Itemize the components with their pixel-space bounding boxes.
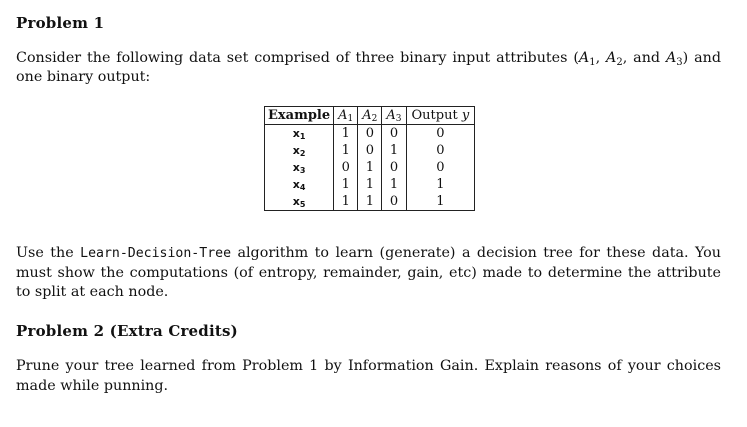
cell-output: 1 — [406, 193, 475, 211]
header-a2: $A_2$ — [358, 107, 382, 125]
example-id: $x_1$ — [265, 125, 334, 143]
header-output: Output y — [406, 107, 475, 125]
algorithm-name: Learn-Decision-Tree — [80, 246, 232, 261]
table-row — [265, 125, 475, 143]
example-id: $x_4$ — [265, 176, 334, 193]
cell-a1: 1 — [334, 193, 358, 211]
task-text-end: algorithm to learn (generate) a decision tree for these data. You must show the computations (of entropy, remainder, gain, etc) made to determine the attribute to split at each node. — [16, 245, 721, 300]
example-id: $x_2$ — [265, 142, 334, 159]
cell-a2: 1 — [358, 176, 382, 193]
cell-a2: 0 — [358, 142, 382, 159]
table-row — [265, 193, 475, 211]
header-a3: $A_3$ — [382, 107, 406, 125]
intro-sep1: , — [595, 50, 607, 66]
cell-output: 0 — [406, 142, 475, 159]
cell-a3: 0 — [382, 125, 406, 143]
cell-output: 1 — [406, 176, 475, 193]
attr-a1: $A_1$ — [578, 50, 596, 68]
header-a1: $A_1$ — [334, 107, 358, 125]
example-id: $x_3$ — [265, 159, 334, 176]
intro-text-start: Consider the following data set comprised of three binary input attributes ( — [16, 50, 579, 66]
table-row — [265, 142, 475, 159]
example-id: $x_5$ — [265, 193, 334, 211]
cell-a3: 1 — [382, 176, 406, 193]
cell-a1: 1 — [334, 125, 358, 143]
header-example: Example — [265, 107, 334, 125]
dataset-table — [264, 106, 475, 211]
cell-output: 0 — [406, 159, 475, 176]
attr-a3: $A_3$ — [665, 50, 683, 68]
cell-a2: 1 — [358, 193, 382, 211]
table-row — [265, 159, 475, 176]
problem1-heading: Problem 1 — [16, 14, 105, 32]
intro-text-end: ) and one binary output: — [16, 50, 721, 85]
problem1-task — [16, 244, 721, 303]
problem1-intro — [16, 49, 721, 87]
cell-a3: 1 — [382, 142, 406, 159]
cell-a1: 0 — [334, 159, 358, 176]
table-row — [265, 176, 475, 193]
cell-a3: 0 — [382, 159, 406, 176]
problem2-text: Prune your tree learned from Problem 1 by Information Gain. Explain reasons of your choices made while punning. — [16, 358, 721, 394]
cell-output: 0 — [406, 125, 475, 143]
intro-sep2: , and — [622, 50, 666, 66]
table-header-row — [265, 107, 475, 125]
cell-a1: 1 — [334, 142, 358, 159]
task-text-start: Use the — [16, 245, 81, 261]
cell-a2: 0 — [358, 125, 382, 143]
cell-a2: 1 — [358, 159, 382, 176]
attr-a2: $A_2$ — [606, 50, 623, 68]
problem2-heading: Problem 2 (Extra Credits) — [16, 322, 238, 340]
cell-a1: 1 — [334, 176, 358, 193]
cell-a3: 0 — [382, 193, 406, 211]
